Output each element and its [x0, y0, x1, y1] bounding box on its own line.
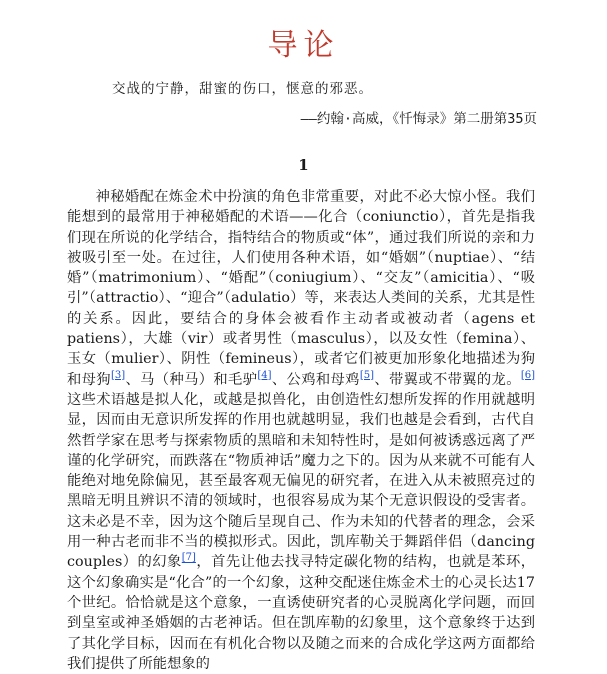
footnote-link[interactable]: [3]: [110, 369, 126, 381]
epigraph-attribution: ——约翰·高威，《忏悔录》第二册第35页: [300, 111, 537, 127]
text-run: 这些术语越是拟人化，或越是拟兽化，由创造性幻想所发挥的作用就越明显，因而由无意识所发挥的作用也就越明显，我们也越是会看到，古代自然哲学家在思考与探索物质的黑暗和未知特性时，是如何被诱惑远离了严谨的化学研究，而跌落在“物质神话”魔力之下的。因为从来就不可能有人能绝对地免除偏见，甚至最客观无偏见的研究者，在进入从未被照亮过的黑暗无明且辨识不清的领域时，也很容易成为某个无意识假设的受害者。这未必是不幸，因为这个随后呈现自己、作为未知的代替者的理念，会采用一种古老而非不当的模拟形式。因此，凯库勒关于舞蹈伴侣（dancing couples）的幻象: [67, 391, 535, 571]
paragraph: [67, 187, 535, 674]
epigraph-quote: 交战的宁静，甜蜜的伤口，惬意的邪恶。: [112, 81, 373, 97]
text-run: 、公鸡和母鸡: [271, 371, 360, 388]
text-run: 神秘婚配在炼金术中扮演的角色非常重要，对此不必大惊小怪。我们能想到的最常用于神秘婚配的术语——化合（coniunctio），首先是指我们现在所说的化学结合，指特结合的物质或“体”，通过我们所说的亲和力被吸引至一处。在过往，人们使用各种术语，如“婚姻”（nuptiae）、“结婚”（matrimonium）、“婚配”（coniugium）、“交友”（amicitia）、“吸引”（attractio）、“迎合”（adulatio）等，来表达人类间的关系，尤其是性的关系。因此，要结合的身体会被看作主动者或被动者（agens et patiens），大雄（vir）或者男性（masculus），以及女性（femina）、玉女（mulier）、阴性（femineus），或者它们被更加形象化地描述为狗和母狗: [67, 189, 535, 388]
footnote-link[interactable]: [4]: [257, 369, 272, 381]
chapter-title: 导论: [267, 28, 340, 63]
footnote-link[interactable]: [6]: [520, 369, 536, 381]
text-run: ，首先让他去找寻特定碳化物的结构，也就是苯环，这个幻象确实是“化合”的一个幻象，这种交配迷住炼金术士的心灵长达17个世纪。恰恰就是这个意象，一直诱使研究者的心灵脱离化学问题，而回到皇室或神圣婚姻的古老神话。但在凯库勒的幻象里，这个意象终于达到了其化学目标，因而在有机化合物以及随之而来的合成化学这两方面都给我们提供了所能想象的: [67, 554, 535, 672]
footnote-link[interactable]: [7]: [181, 552, 196, 564]
section-number: 1: [298, 156, 309, 174]
text-run: 、带翼或不带翼的龙。: [373, 371, 521, 388]
body-text: [67, 187, 535, 674]
footnote-link[interactable]: [5]: [359, 369, 374, 381]
text-run: 、马（种马）和毛驴: [125, 371, 258, 388]
